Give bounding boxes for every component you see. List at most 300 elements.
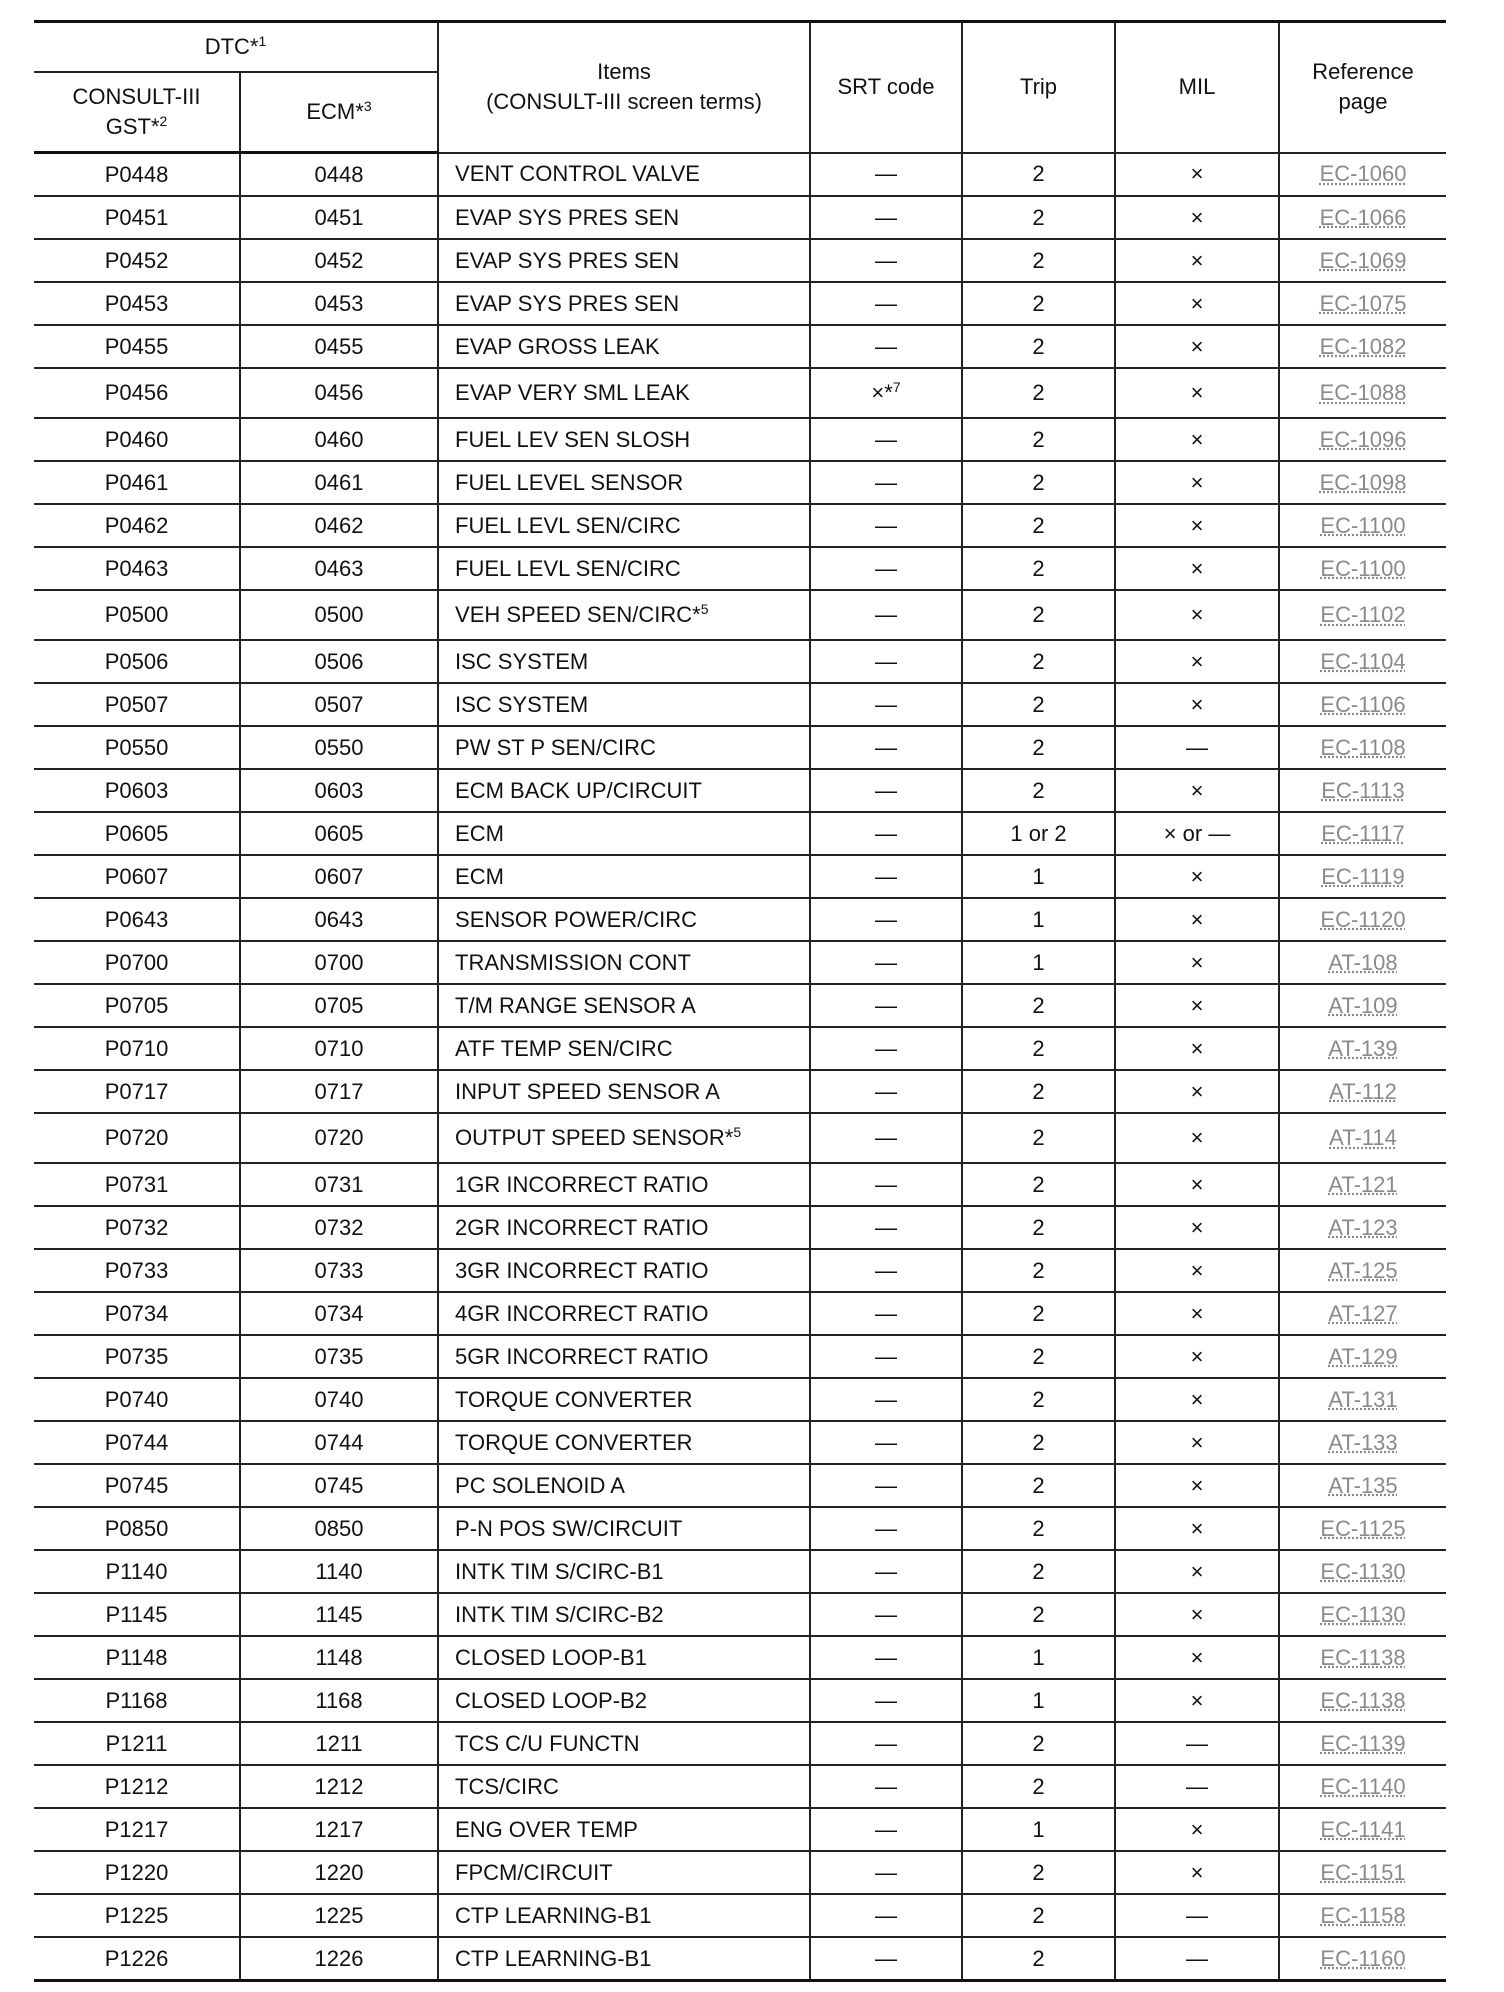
cell-consult-gst: P0745 bbox=[34, 1464, 240, 1507]
cell-trip: 1 or 2 bbox=[962, 812, 1115, 855]
table-row bbox=[34, 282, 1446, 325]
cell-consult-gst: P0731 bbox=[34, 1163, 240, 1206]
cell-consult-gst: P0500 bbox=[34, 590, 240, 640]
table-row bbox=[34, 325, 1446, 368]
table-row bbox=[34, 855, 1446, 898]
cell-ecm: 0717 bbox=[240, 1070, 438, 1113]
cell-consult-gst: P0448 bbox=[34, 153, 240, 197]
table-body bbox=[34, 153, 1446, 1981]
cell-item: ECM bbox=[438, 812, 810, 855]
cell-srt-code: — bbox=[810, 984, 962, 1027]
table-row bbox=[34, 1421, 1446, 1464]
cell-srt-code: — bbox=[810, 1335, 962, 1378]
cell-ecm: 0735 bbox=[240, 1335, 438, 1378]
cell-item: 4GR INCORRECT RATIO bbox=[438, 1292, 810, 1335]
table-row bbox=[34, 1070, 1446, 1113]
cell-mil: × bbox=[1115, 1808, 1279, 1851]
table-row bbox=[34, 1765, 1446, 1808]
cell-ecm: 0507 bbox=[240, 683, 438, 726]
cell-srt-code: — bbox=[810, 1464, 962, 1507]
cell-ecm: 1148 bbox=[240, 1636, 438, 1679]
cell-consult-gst: P0850 bbox=[34, 1507, 240, 1550]
cell-mil: × bbox=[1115, 1464, 1279, 1507]
cell-item: CTP LEARNING-B1 bbox=[438, 1894, 810, 1937]
cell-mil: × bbox=[1115, 941, 1279, 984]
cell-item: P-N POS SW/CIRCUIT bbox=[438, 1507, 810, 1550]
cell-mil: × bbox=[1115, 1070, 1279, 1113]
cell-reference-link[interactable]: EC-1160 bbox=[1279, 1937, 1446, 1981]
cell-item: TORQUE CONVERTER bbox=[438, 1378, 810, 1421]
cell-reference-link[interactable]: AT-123 bbox=[1279, 1206, 1446, 1249]
trip-header: Trip bbox=[962, 22, 1115, 153]
mil-header: MIL bbox=[1115, 22, 1279, 153]
cell-consult-gst: P1145 bbox=[34, 1593, 240, 1636]
cell-reference-link[interactable]: EC-1108 bbox=[1279, 726, 1446, 769]
cell-srt-code: — bbox=[810, 282, 962, 325]
cell-trip: 1 bbox=[962, 898, 1115, 941]
cell-item: FUEL LEVL SEN/CIRC bbox=[438, 504, 810, 547]
cell-mil: × bbox=[1115, 282, 1279, 325]
cell-srt-code: — bbox=[810, 1206, 962, 1249]
dtc-header: DTC*$^1$ bbox=[34, 22, 438, 73]
cell-trip: 2 bbox=[962, 418, 1115, 461]
cell-mil: × bbox=[1115, 418, 1279, 461]
cell-mil: × bbox=[1115, 1550, 1279, 1593]
cell-trip: 2 bbox=[962, 1894, 1115, 1937]
cell-ecm: 1220 bbox=[240, 1851, 438, 1894]
cell-trip: 2 bbox=[962, 1593, 1115, 1636]
cell-item: CLOSED LOOP-B2 bbox=[438, 1679, 810, 1722]
items-header bbox=[438, 22, 810, 153]
cell-item: FPCM/CIRCUIT bbox=[438, 1851, 810, 1894]
cell-trip: 2 bbox=[962, 547, 1115, 590]
cell-ecm: 1145 bbox=[240, 1593, 438, 1636]
cell-srt-code: — bbox=[810, 153, 962, 197]
cell-reference-link[interactable]: EC-1060 bbox=[1279, 153, 1446, 197]
cell-ecm: 1217 bbox=[240, 1808, 438, 1851]
table-row bbox=[34, 1894, 1446, 1937]
cell-ecm: 0732 bbox=[240, 1206, 438, 1249]
cell-reference-link[interactable]: EC-1130 bbox=[1279, 1550, 1446, 1593]
cell-item: OUTPUT SPEED SENSOR*$^5$ bbox=[438, 1113, 810, 1163]
cell-ecm: 0463 bbox=[240, 547, 438, 590]
cell-consult-gst: P0453 bbox=[34, 282, 240, 325]
srt-header: SRT code bbox=[810, 22, 962, 153]
table-row bbox=[34, 1163, 1446, 1206]
cell-item: VENT CONTROL VALVE bbox=[438, 153, 810, 197]
cell-mil: × bbox=[1115, 1593, 1279, 1636]
cell-reference-link[interactable]: EC-1069 bbox=[1279, 239, 1446, 282]
cell-ecm: 1168 bbox=[240, 1679, 438, 1722]
cell-consult-gst: P0717 bbox=[34, 1070, 240, 1113]
cell-ecm: 0745 bbox=[240, 1464, 438, 1507]
cell-trip: 1 bbox=[962, 1636, 1115, 1679]
cell-consult-gst: P1211 bbox=[34, 1722, 240, 1765]
cell-mil: × bbox=[1115, 683, 1279, 726]
cell-mil: × bbox=[1115, 239, 1279, 282]
cell-trip: 2 bbox=[962, 1027, 1115, 1070]
cell-consult-gst: P0456 bbox=[34, 368, 240, 418]
cell-consult-gst: P1148 bbox=[34, 1636, 240, 1679]
cell-reference-link[interactable]: EC-1141 bbox=[1279, 1808, 1446, 1851]
table-row bbox=[34, 1206, 1446, 1249]
cell-reference-link[interactable]: AT-139 bbox=[1279, 1027, 1446, 1070]
cell-reference-link[interactable]: EC-1102 bbox=[1279, 590, 1446, 640]
cell-trip: 2 bbox=[962, 1070, 1115, 1113]
cell-reference-link[interactable]: AT-127 bbox=[1279, 1292, 1446, 1335]
cell-consult-gst: P0720 bbox=[34, 1113, 240, 1163]
cell-srt-code: — bbox=[810, 1163, 962, 1206]
table-header bbox=[34, 22, 1446, 153]
cell-reference-link[interactable]: EC-1119 bbox=[1279, 855, 1446, 898]
cell-srt-code: — bbox=[810, 1378, 962, 1421]
cell-mil: × bbox=[1115, 1292, 1279, 1335]
cell-reference-link[interactable]: EC-1075 bbox=[1279, 282, 1446, 325]
cell-ecm: 0710 bbox=[240, 1027, 438, 1070]
table-row bbox=[34, 1507, 1446, 1550]
cell-reference-link[interactable]: EC-1104 bbox=[1279, 640, 1446, 683]
cell-reference-link[interactable]: EC-1138 bbox=[1279, 1636, 1446, 1679]
cell-consult-gst: P0460 bbox=[34, 418, 240, 461]
cell-trip: 1 bbox=[962, 941, 1115, 984]
cell-ecm: 0451 bbox=[240, 196, 438, 239]
cell-ecm: 1225 bbox=[240, 1894, 438, 1937]
cell-mil: × bbox=[1115, 325, 1279, 368]
cell-srt-code: — bbox=[810, 769, 962, 812]
cell-ecm: 1226 bbox=[240, 1937, 438, 1981]
table-row bbox=[34, 1937, 1446, 1981]
cell-srt-code: — bbox=[810, 640, 962, 683]
cell-mil: × bbox=[1115, 1378, 1279, 1421]
cell-trip: 2 bbox=[962, 1765, 1115, 1808]
table-row bbox=[34, 1722, 1446, 1765]
cell-mil: × bbox=[1115, 590, 1279, 640]
cell-item: ECM BACK UP/CIRCUIT bbox=[438, 769, 810, 812]
cell-item: EVAP SYS PRES SEN bbox=[438, 196, 810, 239]
table-row bbox=[34, 547, 1446, 590]
cell-srt-code: — bbox=[810, 1292, 962, 1335]
cell-item: ECM bbox=[438, 855, 810, 898]
cell-ecm: 0461 bbox=[240, 461, 438, 504]
cell-item: INTK TIM S/CIRC-B1 bbox=[438, 1550, 810, 1593]
cell-ecm: 0455 bbox=[240, 325, 438, 368]
cell-item: EVAP GROSS LEAK bbox=[438, 325, 810, 368]
cell-item: EVAP SYS PRES SEN bbox=[438, 239, 810, 282]
cell-srt-code: — bbox=[810, 1027, 962, 1070]
cell-item: 2GR INCORRECT RATIO bbox=[438, 1206, 810, 1249]
cell-reference-link[interactable]: EC-1130 bbox=[1279, 1593, 1446, 1636]
cell-ecm: 0740 bbox=[240, 1378, 438, 1421]
table-row bbox=[34, 1679, 1446, 1722]
cell-reference-link[interactable]: AT-121 bbox=[1279, 1163, 1446, 1206]
table-row bbox=[34, 1249, 1446, 1292]
cell-mil: × bbox=[1115, 1679, 1279, 1722]
cell-srt-code: — bbox=[810, 325, 962, 368]
cell-consult-gst: P0700 bbox=[34, 941, 240, 984]
cell-item: 3GR INCORRECT RATIO bbox=[438, 1249, 810, 1292]
cell-mil: × bbox=[1115, 769, 1279, 812]
cell-trip: 2 bbox=[962, 282, 1115, 325]
cell-item: CTP LEARNING-B1 bbox=[438, 1937, 810, 1981]
cell-mil: × bbox=[1115, 196, 1279, 239]
cell-consult-gst: P1212 bbox=[34, 1765, 240, 1808]
cell-ecm: 1211 bbox=[240, 1722, 438, 1765]
items-header-title: Items bbox=[597, 59, 651, 85]
cell-reference-link[interactable]: EC-1096 bbox=[1279, 418, 1446, 461]
cell-trip: 2 bbox=[962, 1507, 1115, 1550]
cell-item: TCS C/U FUNCTN bbox=[438, 1722, 810, 1765]
cell-srt-code: — bbox=[810, 547, 962, 590]
cell-srt-code: — bbox=[810, 1722, 962, 1765]
dtc-table bbox=[34, 20, 1446, 1982]
cell-srt-code: — bbox=[810, 683, 962, 726]
cell-item: CLOSED LOOP-B1 bbox=[438, 1636, 810, 1679]
cell-trip: 2 bbox=[962, 461, 1115, 504]
cell-consult-gst: P0506 bbox=[34, 640, 240, 683]
cell-trip: 2 bbox=[962, 1249, 1115, 1292]
items-header-subtitle: (CONSULT-III screen terms) bbox=[486, 89, 762, 115]
reference-header: Reference page bbox=[1279, 22, 1446, 153]
cell-reference-link[interactable]: EC-1140 bbox=[1279, 1765, 1446, 1808]
cell-trip: 2 bbox=[962, 1292, 1115, 1335]
cell-trip: 1 bbox=[962, 1808, 1115, 1851]
cell-trip: 2 bbox=[962, 1113, 1115, 1163]
cell-ecm: 0733 bbox=[240, 1249, 438, 1292]
table-row bbox=[34, 683, 1446, 726]
cell-srt-code: — bbox=[810, 196, 962, 239]
cell-trip: 2 bbox=[962, 504, 1115, 547]
cell-trip: 2 bbox=[962, 1378, 1115, 1421]
cell-reference-link[interactable]: AT-131 bbox=[1279, 1378, 1446, 1421]
cell-reference-link[interactable]: EC-1139 bbox=[1279, 1722, 1446, 1765]
cell-ecm: 0460 bbox=[240, 418, 438, 461]
cell-reference-link[interactable]: AT-133 bbox=[1279, 1421, 1446, 1464]
cell-item: INPUT SPEED SENSOR A bbox=[438, 1070, 810, 1113]
cell-item: 1GR INCORRECT RATIO bbox=[438, 1163, 810, 1206]
cell-trip: 2 bbox=[962, 1851, 1115, 1894]
cell-ecm: 0506 bbox=[240, 640, 438, 683]
cell-mil: — bbox=[1115, 726, 1279, 769]
cell-reference-link[interactable]: EC-1088 bbox=[1279, 368, 1446, 418]
cell-reference-link[interactable]: EC-1100 bbox=[1279, 547, 1446, 590]
table-row bbox=[34, 984, 1446, 1027]
cell-trip: 1 bbox=[962, 1679, 1115, 1722]
cell-mil: × bbox=[1115, 640, 1279, 683]
cell-ecm: 0643 bbox=[240, 898, 438, 941]
table-row bbox=[34, 418, 1446, 461]
cell-trip: 2 bbox=[962, 683, 1115, 726]
cell-reference-link[interactable]: EC-1151 bbox=[1279, 1851, 1446, 1894]
cell-srt-code: — bbox=[810, 1808, 962, 1851]
cell-reference-link[interactable]: EC-1138 bbox=[1279, 1679, 1446, 1722]
cell-item: INTK TIM S/CIRC-B2 bbox=[438, 1593, 810, 1636]
cell-reference-link[interactable]: EC-1100 bbox=[1279, 504, 1446, 547]
table-row bbox=[34, 812, 1446, 855]
cell-trip: 2 bbox=[962, 590, 1115, 640]
cell-consult-gst: P0507 bbox=[34, 683, 240, 726]
cell-ecm: 1212 bbox=[240, 1765, 438, 1808]
table-row bbox=[34, 1464, 1446, 1507]
cell-consult-gst: P0744 bbox=[34, 1421, 240, 1464]
cell-srt-code: — bbox=[810, 1070, 962, 1113]
cell-ecm: 0605 bbox=[240, 812, 438, 855]
cell-consult-gst: P1217 bbox=[34, 1808, 240, 1851]
cell-trip: 2 bbox=[962, 1937, 1115, 1981]
table-row bbox=[34, 153, 1446, 197]
cell-ecm: 0734 bbox=[240, 1292, 438, 1335]
cell-trip: 2 bbox=[962, 1206, 1115, 1249]
cell-mil: × bbox=[1115, 1027, 1279, 1070]
table-row bbox=[34, 769, 1446, 812]
cell-mil: × or — bbox=[1115, 812, 1279, 855]
table-row bbox=[34, 461, 1446, 504]
cell-consult-gst: P0455 bbox=[34, 325, 240, 368]
cell-consult-gst: P0603 bbox=[34, 769, 240, 812]
cell-mil: × bbox=[1115, 1335, 1279, 1378]
table-row bbox=[34, 1851, 1446, 1894]
cell-srt-code: — bbox=[810, 1249, 962, 1292]
cell-reference-link[interactable]: EC-1113 bbox=[1279, 769, 1446, 812]
cell-trip: 1 bbox=[962, 855, 1115, 898]
cell-item: TRANSMISSION CONT bbox=[438, 941, 810, 984]
table-row bbox=[34, 1593, 1446, 1636]
cell-item: SENSOR POWER/CIRC bbox=[438, 898, 810, 941]
cell-mil: × bbox=[1115, 898, 1279, 941]
cell-reference-link[interactable]: AT-108 bbox=[1279, 941, 1446, 984]
cell-srt-code: — bbox=[810, 1894, 962, 1937]
cell-reference-link[interactable]: EC-1082 bbox=[1279, 325, 1446, 368]
cell-consult-gst: P0643 bbox=[34, 898, 240, 941]
cell-ecm: 0453 bbox=[240, 282, 438, 325]
table-row bbox=[34, 590, 1446, 640]
cell-srt-code: — bbox=[810, 504, 962, 547]
table-row bbox=[34, 368, 1446, 418]
cell-reference-link[interactable]: AT-109 bbox=[1279, 984, 1446, 1027]
cell-srt-code: ×*$^7$ bbox=[810, 368, 962, 418]
cell-reference-link[interactable]: EC-1125 bbox=[1279, 1507, 1446, 1550]
cell-ecm: 0603 bbox=[240, 769, 438, 812]
cell-item: VEH SPEED SEN/CIRC*$^5$ bbox=[438, 590, 810, 640]
cell-item: FUEL LEVEL SENSOR bbox=[438, 461, 810, 504]
cell-consult-gst: P1220 bbox=[34, 1851, 240, 1894]
cell-consult-gst: P0734 bbox=[34, 1292, 240, 1335]
cell-srt-code: — bbox=[810, 1113, 962, 1163]
cell-mil: × bbox=[1115, 1206, 1279, 1249]
cell-srt-code: — bbox=[810, 855, 962, 898]
table-row bbox=[34, 1335, 1446, 1378]
table-row bbox=[34, 1636, 1446, 1679]
cell-consult-gst: P0607 bbox=[34, 855, 240, 898]
cell-srt-code: — bbox=[810, 418, 962, 461]
cell-item: EVAP VERY SML LEAK bbox=[438, 368, 810, 418]
cell-consult-gst: P1168 bbox=[34, 1679, 240, 1722]
cell-srt-code: — bbox=[810, 1593, 962, 1636]
cell-mil: × bbox=[1115, 1851, 1279, 1894]
cell-ecm: 0448 bbox=[240, 153, 438, 197]
cell-item: EVAP SYS PRES SEN bbox=[438, 282, 810, 325]
cell-srt-code: — bbox=[810, 812, 962, 855]
cell-srt-code: — bbox=[810, 941, 962, 984]
cell-srt-code: — bbox=[810, 726, 962, 769]
cell-srt-code: — bbox=[810, 1550, 962, 1593]
cell-trip: 2 bbox=[962, 325, 1115, 368]
table-row bbox=[34, 1378, 1446, 1421]
cell-mil: × bbox=[1115, 855, 1279, 898]
cell-trip: 2 bbox=[962, 769, 1115, 812]
cell-mil: — bbox=[1115, 1765, 1279, 1808]
cell-mil: — bbox=[1115, 1722, 1279, 1765]
cell-reference-link[interactable]: AT-129 bbox=[1279, 1335, 1446, 1378]
cell-item: TORQUE CONVERTER bbox=[438, 1421, 810, 1464]
cell-trip: 2 bbox=[962, 153, 1115, 197]
cell-ecm: 1140 bbox=[240, 1550, 438, 1593]
cell-reference-link[interactable]: AT-125 bbox=[1279, 1249, 1446, 1292]
cell-mil: × bbox=[1115, 153, 1279, 197]
cell-item: ISC SYSTEM bbox=[438, 683, 810, 726]
cell-ecm: 0462 bbox=[240, 504, 438, 547]
cell-consult-gst: P0710 bbox=[34, 1027, 240, 1070]
cell-mil: × bbox=[1115, 1421, 1279, 1464]
cell-consult-gst: P0732 bbox=[34, 1206, 240, 1249]
cell-consult-gst: P0462 bbox=[34, 504, 240, 547]
cell-consult-gst: P0740 bbox=[34, 1378, 240, 1421]
cell-mil: — bbox=[1115, 1894, 1279, 1937]
cell-trip: 2 bbox=[962, 368, 1115, 418]
cell-ecm: 0731 bbox=[240, 1163, 438, 1206]
cell-mil: — bbox=[1115, 1937, 1279, 1981]
cell-ecm: 0607 bbox=[240, 855, 438, 898]
cell-consult-gst: P0461 bbox=[34, 461, 240, 504]
cell-reference-link[interactable]: AT-112 bbox=[1279, 1070, 1446, 1113]
cell-consult-gst: P0605 bbox=[34, 812, 240, 855]
cell-reference-link[interactable]: AT-114 bbox=[1279, 1113, 1446, 1163]
table-row bbox=[34, 1808, 1446, 1851]
table-row bbox=[34, 640, 1446, 683]
table-row bbox=[34, 1113, 1446, 1163]
cell-ecm: 0720 bbox=[240, 1113, 438, 1163]
cell-mil: × bbox=[1115, 368, 1279, 418]
cell-reference-link[interactable]: EC-1158 bbox=[1279, 1894, 1446, 1937]
cell-reference-link[interactable]: EC-1117 bbox=[1279, 812, 1446, 855]
ecm-header: ECM*$^3$ bbox=[240, 72, 438, 153]
table-row bbox=[34, 898, 1446, 941]
cell-trip: 2 bbox=[962, 196, 1115, 239]
cell-srt-code: — bbox=[810, 1421, 962, 1464]
cell-mil: × bbox=[1115, 547, 1279, 590]
cell-trip: 2 bbox=[962, 1163, 1115, 1206]
cell-trip: 2 bbox=[962, 1421, 1115, 1464]
cell-reference-link[interactable]: AT-135 bbox=[1279, 1464, 1446, 1507]
cell-reference-link[interactable]: EC-1098 bbox=[1279, 461, 1446, 504]
cell-reference-link[interactable]: EC-1066 bbox=[1279, 196, 1446, 239]
cell-srt-code: — bbox=[810, 898, 962, 941]
cell-trip: 2 bbox=[962, 726, 1115, 769]
cell-srt-code: — bbox=[810, 590, 962, 640]
table-row bbox=[34, 941, 1446, 984]
cell-ecm: 0744 bbox=[240, 1421, 438, 1464]
cell-srt-code: — bbox=[810, 1937, 962, 1981]
cell-item: PW ST P SEN/CIRC bbox=[438, 726, 810, 769]
cell-reference-link[interactable]: EC-1106 bbox=[1279, 683, 1446, 726]
cell-reference-link[interactable]: EC-1120 bbox=[1279, 898, 1446, 941]
cell-srt-code: — bbox=[810, 239, 962, 282]
cell-item: ENG OVER TEMP bbox=[438, 1808, 810, 1851]
table-row bbox=[34, 504, 1446, 547]
cell-mil: × bbox=[1115, 461, 1279, 504]
cell-mil: × bbox=[1115, 1636, 1279, 1679]
cell-srt-code: — bbox=[810, 1507, 962, 1550]
cell-mil: × bbox=[1115, 1507, 1279, 1550]
